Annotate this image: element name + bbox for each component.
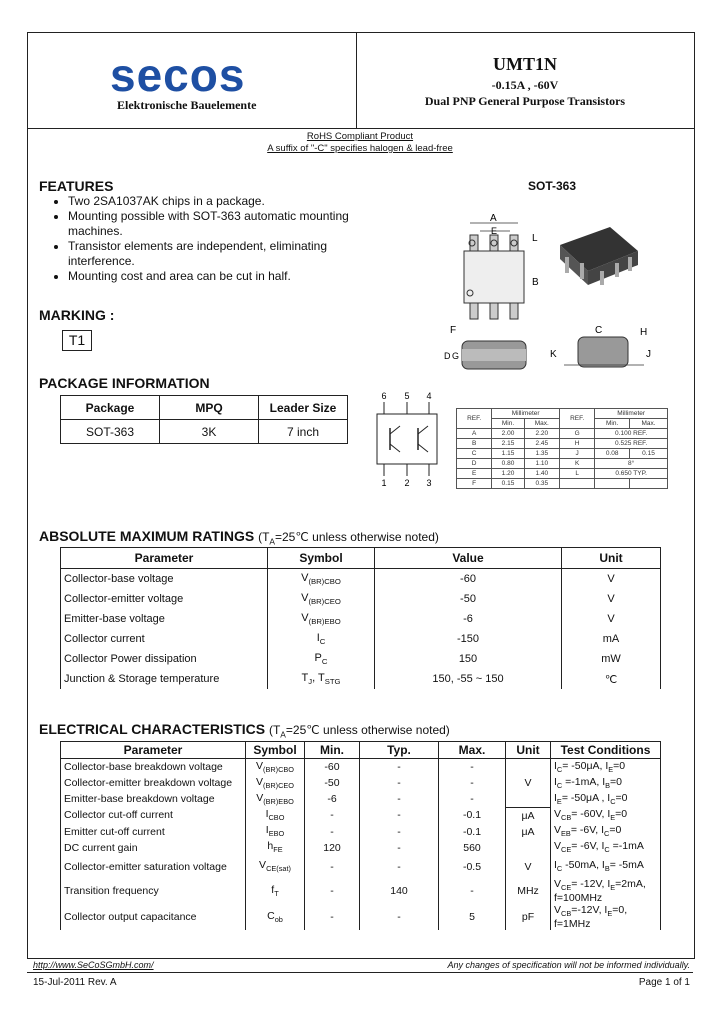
symbol-sub: STG (324, 677, 341, 687)
typ-cell: - (360, 759, 439, 776)
unit-cell: V (562, 569, 661, 590)
min-cell: - (305, 878, 360, 904)
test-condition-cell: $I_E= -50\mu A$ , $I_C=0$ (551, 791, 661, 807)
dim-mm-header: Millimeter (492, 409, 560, 419)
elec-row (61, 904, 661, 930)
elec-table (60, 741, 661, 930)
max-cell: - (439, 759, 506, 776)
symbol-cell (246, 775, 305, 791)
col-package: Package (61, 396, 160, 420)
footer-rule (27, 972, 693, 973)
dim-cell: 1.40 (524, 469, 559, 479)
dim-cell: 0.35 (524, 479, 559, 489)
elec-row (61, 840, 661, 856)
symbol-sub: (BR)CEO (263, 781, 295, 791)
abs-row (61, 609, 661, 629)
pin-3-label: 3 (426, 478, 432, 488)
parameter-cell: Collector-base voltage (61, 569, 268, 590)
max-cell: -0.5 (439, 856, 506, 878)
mpq-value: 3K (160, 420, 259, 444)
symbol-cell (246, 791, 305, 807)
dim-cell (595, 479, 630, 489)
test-condition-cell: $I_C$ -50mA, $I_B= -5mA$ (551, 856, 661, 878)
footer-page: Page 1 of 1 (638, 977, 690, 988)
max-cell: 560 (439, 840, 506, 856)
symbol-text: h (267, 840, 274, 853)
footer-disclaimer: Any changes of specification will not be informed individually. (447, 960, 690, 970)
symbol-sub: C (319, 637, 326, 647)
parameter-cell: Collector-emitter voltage (61, 589, 268, 609)
dim-h-label: H (640, 327, 648, 338)
symbol-cell (268, 589, 375, 609)
unit-cell: μA (506, 807, 551, 824)
dim-row (457, 449, 668, 459)
parameter-cell: Collector-emitter saturation voltage (61, 856, 246, 878)
parameter-cell: Collector Power dissipation (61, 649, 268, 669)
symbol-cell (268, 629, 375, 649)
part-rating: -0.15A , -60V (491, 78, 559, 92)
min-cell: -50 (305, 775, 360, 791)
dim-cell: A (457, 429, 492, 439)
symbol-sub: (BR)EBO (308, 617, 341, 627)
unit-cell: mA (562, 629, 661, 649)
features-title: FEATURES (39, 178, 114, 194)
package-label: SOT-363 (528, 179, 577, 193)
max-cell: - (439, 775, 506, 791)
unit-cell: mW (562, 649, 661, 669)
dim-cell: D (457, 459, 492, 469)
symbol-text: V (301, 611, 309, 624)
package-info-title: PACKAGE INFORMATION (39, 375, 210, 391)
test-condition-cell: $V_{CB}=-12V$, $I_E=0$, f=1MHz (551, 904, 661, 930)
dim-cell: 1.35 (524, 449, 559, 459)
pin-2-label: 2 (404, 478, 410, 488)
symbol-cell (246, 840, 305, 856)
dim-cell: F (457, 479, 492, 489)
dim-mm-header: Millimeter (595, 409, 668, 419)
dim-cell: J (559, 449, 594, 459)
min-cell: 120 (305, 840, 360, 856)
symbol-cell (246, 807, 305, 824)
min-cell: - (305, 904, 360, 930)
symbol-sub: FE (273, 845, 283, 855)
dim-cell (630, 479, 668, 489)
max-cell: -0.1 (439, 824, 506, 840)
abs-max-table (60, 547, 661, 689)
symbol-sub: (BR)CEO (308, 597, 341, 607)
max-cell: - (439, 791, 506, 807)
dim-cell: 2.15 (492, 439, 524, 449)
parameter-cell: Emitter-base voltage (61, 609, 268, 629)
dim-cell: 2.20 (524, 429, 559, 439)
symbol-cell (268, 609, 375, 629)
symbol-text: V (301, 571, 309, 584)
typ-cell: - (360, 791, 439, 807)
company-subtitle: Elektronische Bauelemente (117, 98, 257, 112)
dim-k-label: K (550, 349, 557, 360)
symbol-sub: EBO (268, 829, 285, 839)
typ-cell: - (360, 775, 439, 791)
symbol-cell (246, 759, 305, 776)
dim-cell: 0.15 (492, 479, 524, 489)
max-cell: 5 (439, 904, 506, 930)
value-cell: -50 (375, 589, 562, 609)
symbol-sub: (BR)CBO (308, 577, 341, 587)
dim-cell: B (457, 439, 492, 449)
dim-cell: H (559, 439, 594, 449)
typ-cell: 140 (360, 878, 439, 904)
col-leader-size: Leader Size (259, 396, 348, 420)
symbol-text: V (256, 791, 264, 804)
dim-cell: 1.20 (492, 469, 524, 479)
package-value: SOT-363 (61, 420, 160, 444)
parameter-cell: Junction & Storage temperature (61, 669, 268, 689)
symbol-cell (246, 878, 305, 904)
abs-row (61, 589, 661, 609)
dim-cell: 8° (595, 459, 668, 469)
dim-min-header: Min. (492, 419, 524, 429)
value-cell: -150 (375, 629, 562, 649)
part-number: UMT1N (493, 54, 557, 74)
value-cell: 150 (375, 649, 562, 669)
feature-item: • Mounting possible with SOT-363 automatic mounting machines. (68, 209, 368, 239)
col-parameter: Parameter (61, 548, 268, 569)
unit-cell: μA (506, 824, 551, 840)
halogen-line: A suffix of "-C" specifies halogen & lead-free (267, 143, 453, 154)
part-description: Dual PNP General Purpose Transistors (424, 94, 626, 108)
dim-row (457, 469, 668, 479)
unit-cell: V (562, 589, 661, 609)
abs-max-title-text: ABSOLUTE MAXIMUM RATINGS (39, 528, 255, 544)
dim-row (457, 459, 668, 469)
symbol-text: V (255, 759, 263, 772)
parameter-cell: Transition frequency (61, 878, 246, 904)
symbol-text: I (265, 808, 269, 821)
min-cell: - (305, 807, 360, 824)
abs-row (61, 629, 661, 649)
symbol-text: V (301, 591, 309, 604)
unit-cell: V (562, 609, 661, 629)
dim-b-label: B (532, 277, 539, 288)
dim-cell: G (559, 429, 594, 439)
col-parameter: Parameter (61, 742, 246, 759)
pin-4-label: 4 (426, 391, 432, 401)
typ-cell: - (360, 807, 439, 824)
test-condition-cell: $V_{EB}= -6V$, $I_C=0$ (551, 824, 661, 840)
dim-cell: C (457, 449, 492, 459)
elec-row (61, 759, 661, 776)
col-unit: Unit (506, 742, 551, 759)
symbol-cell (246, 856, 305, 878)
min-cell: - (305, 824, 360, 840)
min-cell: -60 (305, 759, 360, 776)
abs-row (61, 669, 661, 689)
abs-max-title (39, 528, 439, 546)
symbol-text: f (271, 883, 275, 896)
dim-cell: 2.00 (492, 429, 524, 439)
dim-d-label: D (444, 351, 451, 361)
package-outline-drawing (440, 205, 690, 385)
parameter-cell: Collector cut-off current (61, 807, 246, 824)
typ-cell: - (360, 904, 439, 930)
dim-cell: E (457, 469, 492, 479)
value-cell: -6 (375, 609, 562, 629)
unit-cell: MHz (506, 878, 551, 904)
dim-ref-header: REF. (457, 409, 492, 429)
dim-j-label: J (646, 349, 651, 360)
symbol-sub: (BR)CBO (263, 765, 295, 775)
value-cell: -60 (375, 569, 562, 590)
dim-f-label: F (450, 325, 457, 336)
parameter-cell: Collector output capacitance (61, 904, 246, 930)
footer-url[interactable]: http://www.SeCoSGmbH.com/ (33, 960, 154, 970)
dim-cell: L (559, 469, 594, 479)
company-logo: secos (110, 49, 246, 101)
unit-cell (506, 840, 551, 856)
elec-row (61, 878, 661, 904)
parameter-cell: Collector-base breakdown voltage (61, 759, 246, 776)
symbol-sub: ob (274, 914, 283, 924)
max-cell: - (439, 878, 506, 904)
dim-min-header: Min. (595, 419, 630, 429)
symbol-sub: CE(sat) (266, 864, 291, 874)
pin-1-label: 1 (381, 478, 387, 488)
package-info-table (60, 395, 348, 444)
footer-date: 15-Jul-2011 Rev. A (33, 977, 117, 988)
abs-note-suffix: =25℃ unless otherwise noted) (275, 530, 439, 544)
symbol-text: T (301, 671, 309, 684)
pin-circuit-diagram (372, 390, 444, 488)
test-condition-cell: $I_C= -50\mu A$, $I_E=0$ (551, 759, 661, 776)
dim-cell: 0.100 REF. (595, 429, 668, 439)
dim-g-label: G (452, 351, 460, 361)
col-symbol: Symbol (268, 548, 375, 569)
symbol-cell (246, 824, 305, 840)
test-condition-cell: $V_{CE}= -12V$, $I_E=2mA$, f=100MHz (551, 878, 661, 904)
dim-cell: 0.525 REF. (595, 439, 668, 449)
test-condition-cell: $V_{CE}= -6V$, $I_C =-1mA$ (551, 840, 661, 856)
dim-ref-header: REF. (559, 409, 594, 429)
pin-5-label: 5 (404, 391, 410, 401)
elec-row (61, 791, 661, 807)
symbol-cell (246, 904, 305, 930)
symbol-text: P (314, 651, 322, 664)
symbol-text: V (259, 859, 267, 872)
dim-cell: 0.08 (595, 449, 630, 459)
value-cell: 150, -55 ~ 150 (375, 669, 562, 689)
unit-cell: V (506, 759, 551, 808)
elec-title (39, 721, 450, 739)
dim-max-header: Max. (630, 419, 668, 429)
abs-row (61, 649, 661, 669)
dim-cell: 1.10 (524, 459, 559, 469)
unit-cell: pF (506, 904, 551, 930)
marking-title: MARKING : (39, 307, 115, 323)
test-condition-cell: $I_C =-1mA$, $I_B=0$ (551, 775, 661, 791)
elec-row (61, 856, 661, 878)
col-mpq: MPQ (160, 396, 259, 420)
col-value: Value (375, 548, 562, 569)
dim-cell: 0.650 TYP. (595, 469, 668, 479)
feature-item: • Mounting cost and area can be cut in half. (68, 269, 368, 284)
symbol-sub: CBO (268, 813, 285, 823)
test-condition-cell: $V_{CB}= -60V$, $I_E=0$ (551, 807, 661, 824)
max-cell: -0.1 (439, 807, 506, 824)
dim-cell: 0.15 (630, 449, 668, 459)
col-test-conditions: Test Conditions (551, 742, 661, 759)
dim-c-label: C (595, 325, 603, 336)
symbol-text: C (267, 909, 275, 922)
feature-item: • Two 2SA1037AK chips in a package. (68, 194, 368, 209)
elec-title-text: ELECTRICAL CHARACTERISTICS (39, 721, 266, 737)
parameter-cell: Emitter-base breakdown voltage (61, 791, 246, 807)
col-typ: Typ. (360, 742, 439, 759)
features-list (48, 194, 368, 284)
typ-cell: - (360, 840, 439, 856)
rohs-line: RoHS Compliant Product (306, 131, 414, 142)
parameter-cell: Collector-emitter breakdown voltage (61, 775, 246, 791)
typ-cell: - (360, 856, 439, 878)
symbol-sub: J (308, 677, 313, 687)
symbol-text: V (255, 775, 263, 788)
dim-cell: K (559, 459, 594, 469)
unit-cell: V (506, 856, 551, 878)
abs-note-sub: A (269, 536, 275, 547)
symbol-cell (268, 649, 375, 669)
col-max: Max. (439, 742, 506, 759)
dim-cell: 0.80 (492, 459, 524, 469)
elec-row (61, 775, 661, 791)
feature-item: • Transistor elements are independent, eliminating interference. (68, 239, 368, 269)
symbol-text: I (265, 824, 269, 837)
abs-row (61, 569, 661, 590)
elec-note-prefix: (T (268, 723, 281, 737)
symbol-cell (268, 569, 375, 590)
dim-row (457, 429, 668, 439)
col-min: Min. (305, 742, 360, 759)
parameter-cell: DC current gain (61, 840, 246, 856)
elec-row (61, 824, 661, 840)
dim-row (457, 479, 668, 489)
dim-e-label: E (491, 226, 498, 236)
elec-note-sub: A (280, 729, 286, 740)
typ-cell: - (360, 824, 439, 840)
dim-cell: 2.45 (524, 439, 559, 449)
dim-a-label: A (490, 213, 497, 224)
parameter-cell: Collector current (61, 629, 268, 649)
marking-code: T1 (62, 330, 92, 351)
min-cell: - (305, 856, 360, 878)
elec-note-suffix: =25℃ unless otherwise noted) (285, 723, 450, 737)
unit-cell: ℃ (562, 669, 661, 689)
dim-max-header: Max. (524, 419, 559, 429)
dimension-table (456, 408, 668, 489)
dim-cell: 1.15 (492, 449, 524, 459)
elec-row (61, 807, 661, 824)
symbol-sub: C (321, 657, 328, 667)
symbol-text: I (316, 631, 320, 644)
pin-6-label: 6 (381, 391, 387, 401)
symbol-cell (268, 669, 375, 689)
symbol-sub: T (274, 888, 279, 898)
dim-l-label: L (532, 233, 538, 244)
symbol-sub: (BR)EBO (263, 797, 294, 807)
parameter-cell: Emitter cut-off current (61, 824, 246, 840)
dim-row (457, 439, 668, 449)
header-bottom-rule (27, 128, 694, 129)
col-unit: Unit (562, 548, 661, 569)
col-symbol: Symbol (246, 742, 305, 759)
leader-size-value: 7 inch (259, 420, 348, 444)
dim-cell (559, 479, 594, 489)
abs-note-prefix: (T (258, 530, 270, 544)
symbol-text: , T (312, 671, 325, 684)
min-cell: -6 (305, 791, 360, 807)
